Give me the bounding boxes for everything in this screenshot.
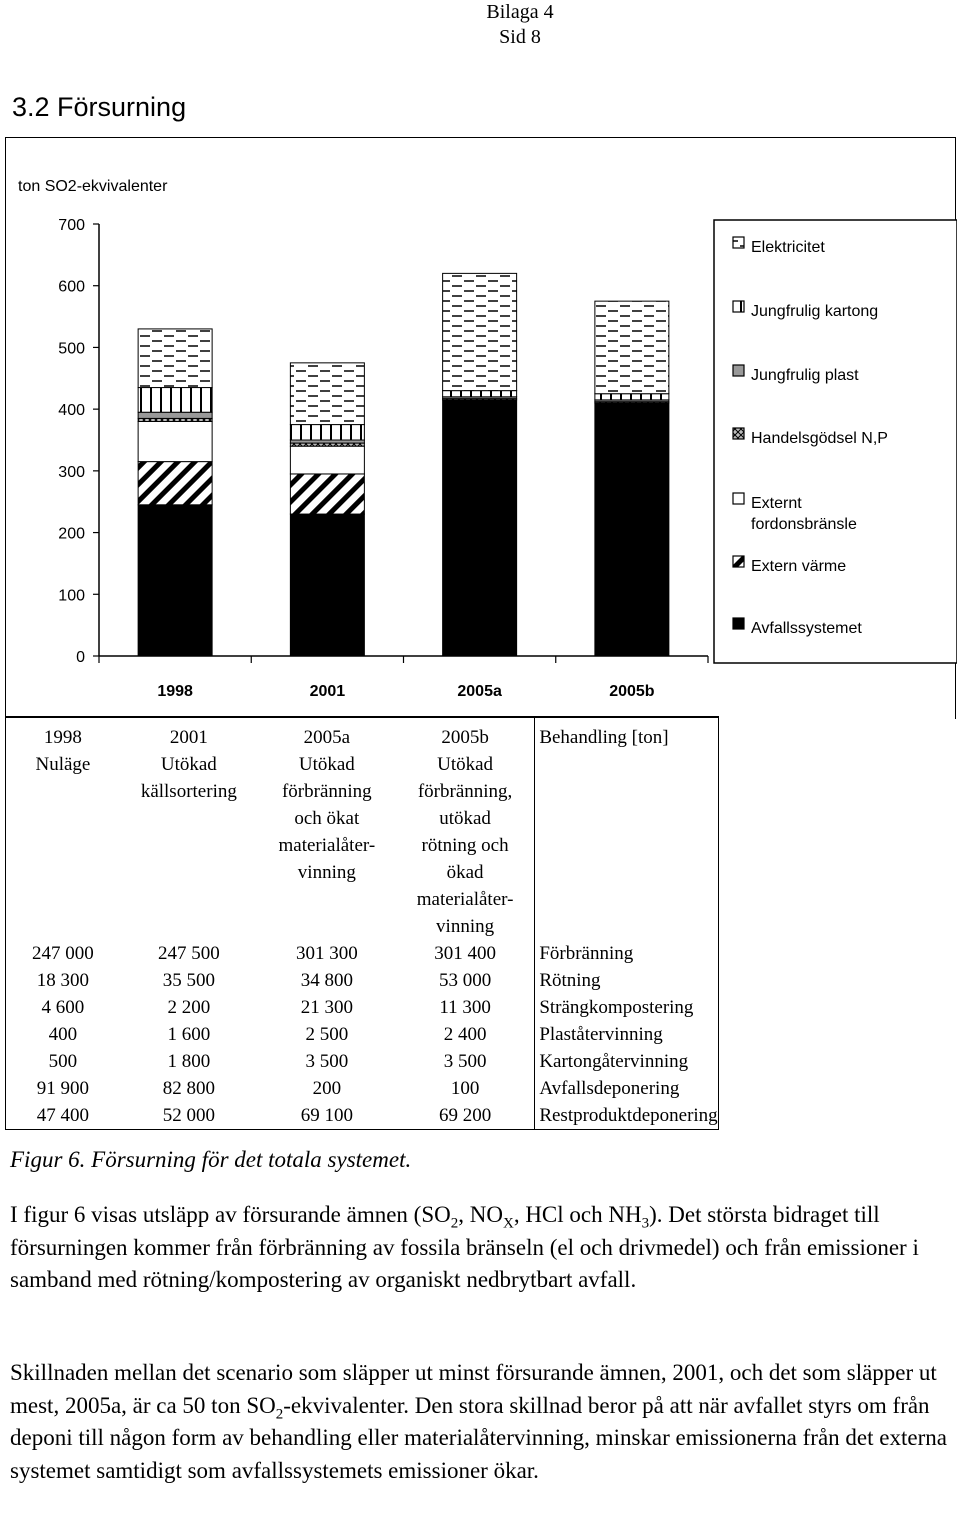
stacked-bar-chart: [6, 138, 957, 720]
y-tick-label: 500: [58, 340, 85, 358]
y-tick-label: 0: [76, 649, 85, 666]
table-cell: 3 500: [305, 1051, 349, 1072]
page-header: [400, 0, 640, 50]
para1-text-c: , HCl och NH: [513, 1202, 642, 1227]
legend-swatch: [733, 301, 744, 312]
bar-segment-jungfrulig-plast-1998: [138, 412, 212, 418]
bar-segment-externt-fordonsbr-nsle-1998: [138, 421, 212, 461]
table-cell: 18 300: [6, 967, 120, 994]
column-heading-line: ökad: [446, 862, 484, 883]
scenario-table: [5, 716, 956, 1130]
legend-swatch: [733, 556, 744, 567]
y-tick-label: 200: [58, 525, 85, 543]
column-heading-line: 2005a: [303, 727, 351, 748]
table-cell: 3 500: [443, 1051, 487, 1072]
bar-segment-jungfrulig-kartong-1998: [138, 388, 212, 413]
page-number: Sid 8: [499, 26, 541, 48]
bar-segment-externt-fordonsbr-nsle-2001: [290, 446, 364, 474]
legend-label: Externt: [751, 495, 802, 512]
legend-label: fordonsbränsle: [751, 516, 857, 533]
column-heading-line: rötning och: [421, 835, 509, 856]
table-cell: 301 400: [434, 943, 496, 964]
column-heading-line: förbränning,: [417, 781, 513, 802]
table-cell: 2 200: [167, 997, 211, 1018]
y-tick-label: 300: [58, 463, 85, 481]
column-heading-line: 2001: [169, 727, 208, 748]
legend-label: Jungfrulig kartong: [751, 303, 879, 320]
column-heading-line: Utökad: [437, 754, 494, 775]
table-row: [6, 967, 956, 994]
table-body: [6, 717, 956, 1130]
row-label: Rötning: [535, 967, 718, 994]
para1-sub-c: 3: [641, 1215, 650, 1232]
table-row: [6, 1021, 956, 1048]
column-heading-line: 2005b: [441, 727, 489, 748]
chart-frame: [5, 137, 956, 719]
table-cell: 4 600: [6, 994, 120, 1021]
table-cell: 53 000: [438, 970, 492, 991]
para1-sub-a: 2: [450, 1215, 459, 1232]
table-cell: 35 500: [162, 970, 215, 991]
bar-segment-extern-v-rme-2001: [290, 474, 364, 514]
bar-segment-elektricitet-2005a: [443, 273, 517, 390]
bar-segment-jungfrulig-kartong-2005a: [443, 391, 517, 397]
y-tick-label: 700: [58, 217, 85, 234]
bar-segment-extern-v-rme-1998: [138, 462, 212, 505]
legend-label: Handelsgödsel N,P: [751, 430, 888, 447]
column-heading-line: 1998: [43, 727, 82, 748]
column-heading-1: [120, 717, 258, 940]
column-heading-0: [6, 717, 120, 940]
table-cell: 1 600: [167, 1024, 211, 1045]
legend-label: Extern värme: [751, 558, 847, 575]
row-label: Förbränning: [535, 940, 718, 967]
row-label: Kartongåtervinning: [535, 1048, 718, 1075]
bar-segment-jungfrulig-kartong-2005b: [595, 394, 669, 400]
table-cell: 247 500: [157, 943, 220, 964]
bar-segment-avfallssystemet-1998: [138, 505, 212, 656]
section-heading: 3.2 Försurning: [12, 92, 187, 122]
body-paragraph-2: [10, 1357, 950, 1487]
x-tick-label: 2005a: [457, 683, 502, 700]
bar-segment-jungfrulig-kartong-2001: [290, 425, 364, 440]
legend-swatch: [733, 428, 744, 439]
row-label: Avfallsdeponering: [535, 1075, 718, 1102]
table-cell: 2 400: [443, 1024, 487, 1045]
column-heading-line: och ökat: [294, 808, 360, 829]
column-heading-line: förbränning: [281, 781, 372, 802]
column-heading-line: Utökad: [160, 754, 217, 775]
legend-swatch: [733, 237, 744, 248]
table-cell: 500: [6, 1048, 120, 1075]
table-cell: 11 300: [439, 997, 491, 1018]
para1-text-a: I figur 6 visas utsläpp av försurande ämnen (SO: [10, 1202, 451, 1227]
bar-segment-avfallssystemet-2001: [290, 514, 364, 656]
column-heading-line: vinning: [297, 862, 356, 883]
bar-segment-avfallssystemet-2005a: [443, 400, 517, 656]
column-heading-2: [258, 717, 396, 940]
para1-text-b: , NO: [458, 1202, 503, 1227]
column-heading-line: Utökad: [298, 754, 355, 775]
para1-text-d: ). Det största bidraget till försurningen kommer från förbränning av fossila bränseln (el och drivmedel) och från emissioner i samband med rötning/kompostering av organiskt nedbrytbart avfall.: [10, 1202, 919, 1292]
column-heading-line: utökad: [439, 808, 491, 829]
para2-sub-a: 2: [275, 1406, 284, 1423]
column-heading-line: Nuläge: [35, 754, 91, 775]
table-cell: 34 800: [300, 970, 353, 991]
legend-label: Jungfrulig plast: [751, 367, 859, 384]
x-tick-label: 2005b: [609, 683, 655, 700]
row-label: Plaståtervinning: [535, 1021, 718, 1048]
table-cell: 21 300: [300, 997, 353, 1018]
table-cell: 200: [312, 1078, 342, 1099]
legend-label: Avfallssystemet: [751, 620, 862, 637]
para2-text-b: -ekvivalenter. Den stora skillnad beror på att när avfallet styrs om från deponi till någon form av behandling eller materialåtervinning, minskar emissionerna från det externa systemet samtidigt som avfallssystemets emissioner ökar.: [10, 1392, 947, 1483]
legend-label: Elektricitet: [751, 239, 825, 256]
appendix-label: Bilaga 4: [486, 1, 554, 23]
y-tick-label: 600: [58, 278, 85, 296]
column-heading-line: källsortering: [140, 781, 237, 802]
row-label: Strängkompostering: [535, 994, 718, 1021]
column-heading-line: vinning: [436, 916, 495, 937]
table-cell: 400: [6, 1021, 120, 1048]
table-row: [6, 1048, 956, 1075]
table-cell: 69 100: [258, 1102, 396, 1130]
bar-segment-elektricitet-1998: [138, 329, 212, 388]
legend-swatch: [733, 493, 744, 504]
bar-segment-avfallssystemet-2005b: [595, 403, 669, 656]
table-cell: 52 000: [120, 1102, 258, 1130]
column-heading-3: [396, 717, 535, 940]
column-heading-line: materialåter-: [416, 889, 514, 910]
table-cell: 82 800: [162, 1078, 215, 1099]
table-cell: 301 300: [295, 943, 358, 964]
column-heading-line: materialåter-: [278, 835, 376, 856]
x-tick-label: 1998: [157, 683, 193, 700]
table-cell: 100: [450, 1078, 480, 1099]
table-cell: 247 000: [6, 940, 120, 967]
table-heading-row: [6, 717, 956, 940]
legend-swatch: [733, 365, 744, 376]
para1-sub-b: X: [502, 1215, 514, 1232]
body-paragraph-1: [10, 1199, 950, 1297]
table-cell: 91 900: [6, 1075, 120, 1102]
y-tick-label: 100: [58, 587, 85, 605]
label-column-heading: Behandling [ton]: [535, 717, 718, 940]
legend-swatch: [733, 618, 744, 629]
y-axis-unit-label: ton SO2-ekvivalenter: [18, 178, 168, 195]
table-cell: 69 200: [396, 1102, 535, 1130]
table-row: [6, 1102, 956, 1130]
bar-segment-elektricitet-2001: [290, 363, 364, 425]
bar-segment-elektricitet-2005b: [595, 301, 669, 394]
table-cell: 47 400: [6, 1102, 120, 1130]
table-cell: 1 800: [167, 1051, 211, 1072]
row-label: Restproduktdeponering: [535, 1102, 718, 1130]
para2-text-a: Skillnaden mellan det scenario som släpper ut minst försurande ämnen, 2001, och det som släpper ut mest, 2005a, är ca 50 ton SO: [10, 1360, 937, 1418]
figure-caption: Figur 6. Försurning för det totala systemet.: [10, 1147, 412, 1172]
table-row: [6, 940, 956, 967]
y-tick-label: 400: [58, 402, 85, 420]
x-tick-label: 2001: [309, 683, 346, 700]
table-cell: 2 500: [305, 1024, 349, 1045]
table-row: [6, 994, 956, 1021]
table-row: [6, 1075, 956, 1102]
